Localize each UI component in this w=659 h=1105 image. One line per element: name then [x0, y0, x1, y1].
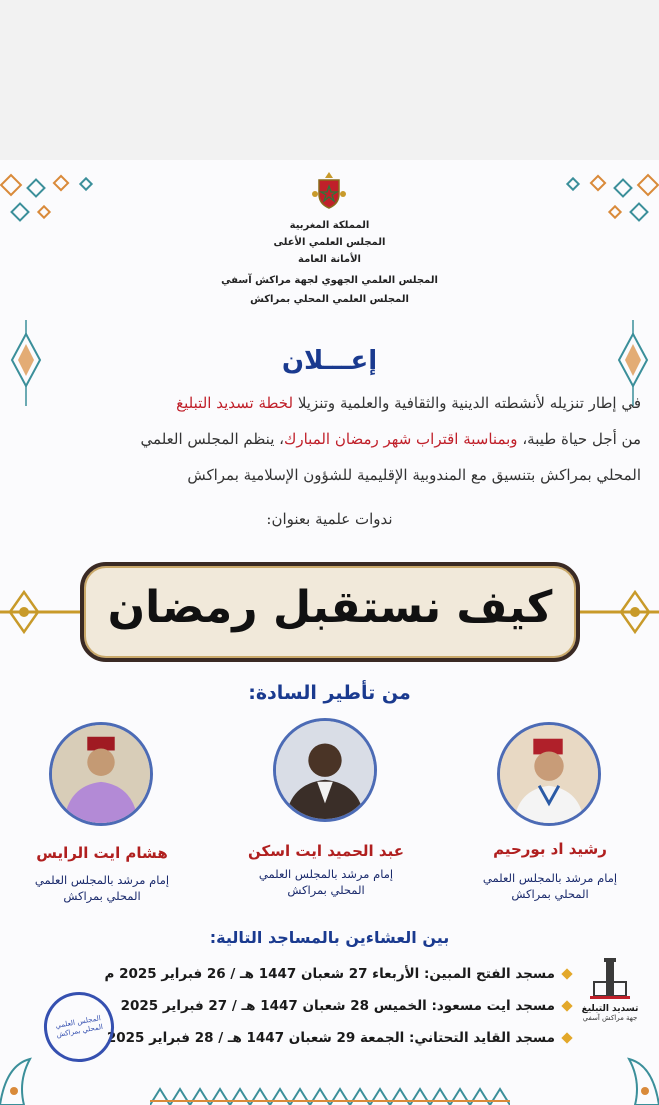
speaker-photo-3: [49, 722, 153, 826]
decorative-corner-top-left: [0, 172, 150, 242]
banner-title: كيف نستقبل رمضان: [107, 582, 553, 633]
header-regional-council: المجلس العلمي الجهوي لجهة مراكش آسفي: [221, 275, 438, 286]
speaker-photo-2: [273, 718, 377, 822]
header-general-secretariat: الأمانة العامة: [298, 254, 361, 265]
decorative-bottom-band: [150, 1083, 510, 1105]
speaker-name-2: عبد الحميد ايت اسكن: [248, 842, 404, 860]
speaker-name-3: هشام ايت الرايس: [36, 844, 168, 862]
speaker-role-2-line2: المحلي بمراكش: [287, 883, 365, 897]
logo-title: تسديد التبليغ: [581, 1004, 639, 1014]
title-banner: [80, 562, 580, 662]
banner-ornament-left: [0, 570, 80, 654]
announcement-line-3: المحلي بمراكش بتنسيق مع المندوبية الإقليمية للشؤون الإسلامية بمراكش: [187, 466, 641, 484]
announcement-line-2-highlight: وبمناسبة اقتراب شهر رمضان المبارك: [283, 430, 518, 448]
announcement-line-2-text: من أجل حياة طيبة،: [517, 430, 641, 448]
schedule-heading: بين العشاءين بالمساجد التالية:: [209, 928, 450, 947]
speaker-role-1-line2: المحلي بمراكش: [511, 887, 589, 901]
header-local-council: المجلس العلمي المحلي بمراكش: [250, 294, 409, 305]
stamp-text: المجلس العلمي المحلي بمراكش: [54, 1014, 104, 1039]
schedule-item-1-text: مسجد الفتح المبين: الأربعاء 27 شعبان 1447 هـ / 26 فبراير 2025 م: [104, 966, 555, 982]
schedule-item-3: [51, 1030, 571, 1046]
poster: [0, 160, 659, 1105]
schedule-item-2: [51, 998, 571, 1014]
announcement-line-2: [16, 430, 641, 448]
banner-ornament-right: [579, 570, 659, 654]
decorative-corner-bottom-right: [599, 1045, 659, 1105]
speaker-photo-1: [497, 722, 601, 826]
announcement-line-1-highlight: لخطة تسديد التبليغ: [176, 394, 294, 412]
tasdid-logo: [579, 956, 641, 1036]
decorative-corner-top-right: [509, 172, 659, 242]
bullet-diamond-icon: [561, 968, 572, 979]
speaker-name-1: رشيد اد بورحيم: [493, 840, 607, 858]
person-avatar-icon: [52, 725, 150, 823]
speakers-heading: من تأطير السادة:: [248, 682, 411, 704]
speaker-role-3: [2, 872, 202, 904]
header-kingdom: المملكة المغربية: [289, 220, 370, 231]
speaker-role-2: [226, 866, 426, 898]
announcement-line-2-tail: ، ينظم المجلس العلمي: [140, 430, 284, 448]
announcement-line-1: [16, 394, 641, 412]
coat-of-arms-icon: [311, 170, 347, 210]
person-avatar-icon: [500, 725, 598, 823]
bullet-diamond-icon: [561, 1032, 572, 1043]
schedule-item-2-text: مسجد ايت مسعود: الخميس 28 شعبان 1447 هـ / 27 فبراير 2025: [120, 998, 555, 1014]
speaker-role-1-line1: إمام مرشد بالمجلس العلمي: [482, 871, 618, 885]
schedule-item-3-text: مسجد القايد التحتاني: الجمعة 29 شعبان 1447 هـ / 28 فبراير 2025: [106, 1030, 555, 1046]
schedule-item-1: [51, 966, 571, 982]
bullet-diamond-icon: [561, 1000, 572, 1011]
mosque-minaret-icon: [590, 956, 630, 1000]
announcement-line-4: ندوات علمية بعنوان:: [266, 510, 393, 528]
header-supreme-council: المجلس العلمي الأعلى: [273, 237, 386, 248]
speaker-role-3-line1: إمام مرشد بالمجلس العلمي: [34, 873, 170, 887]
announcement-title: إعـــلان: [281, 346, 378, 376]
person-avatar-icon: [276, 721, 374, 819]
decorative-corner-bottom-left: [0, 1045, 60, 1105]
speaker-role-1: [450, 870, 650, 902]
logo-subtitle: جهة مراكش آسفي: [582, 1014, 638, 1022]
speaker-role-2-line1: إمام مرشد بالمجلس العلمي: [258, 867, 394, 881]
announcement-line-1-text: في إطار تنزيله لأنشطته الدينية والثقافية والعلمية وتنزيلا: [293, 394, 641, 412]
speaker-role-3-line2: المحلي بمراكش: [63, 889, 141, 903]
